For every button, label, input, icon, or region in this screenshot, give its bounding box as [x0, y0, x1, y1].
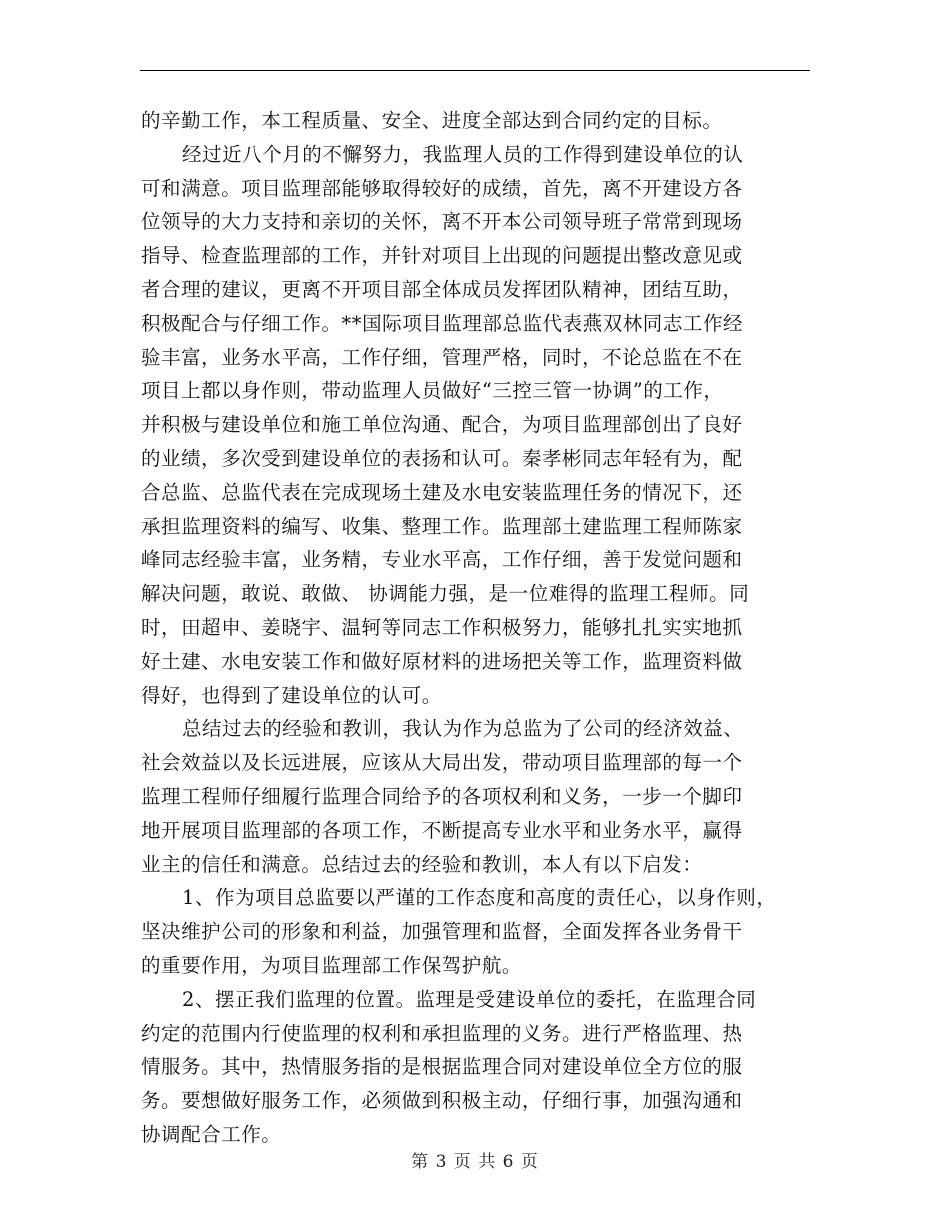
text-line: 务。要想做好服务工作，必须做到积极主动，仔细行事，加强沟通和 — [141, 1089, 743, 1113]
text-line: 的业绩，多次受到建设单位的表扬和认可。秦孝彬同志年轻有为，配 — [141, 446, 743, 470]
text-line: 约定的范围内行使监理的权利和承担监理的义务。进行严格监理、热 — [141, 1021, 743, 1045]
text-line: 合总监、总监代表在完成现场土建及水电安装监理任务的情况下，还 — [141, 480, 743, 504]
text-line: 积极配合与仔细工作。**国际项目监理部总监代表燕双林同志工作经 — [141, 311, 744, 335]
text-line: 的辛勤工作，本工程质量、安全、进度全部达到合同约定的目标。 — [141, 109, 723, 132]
text-line: 峰同志经验丰富，业务精，专业水平高，工作仔细，善于发觉问题和 — [141, 548, 743, 572]
text-line: 指导、检查监理部的工作，并针对项目上出现的问题提出整改意见或 — [141, 244, 743, 268]
text-line: 情服务。其中，热情服务指的是根据监理合同对建设单位全方位的服 — [141, 1055, 743, 1079]
paragraph-start-line: 总结过去的经验和教训，我认为作为总监为了公司的经济效益、 — [182, 717, 744, 741]
paragraph-start-line: 经过近八个月的不懈努力，我监理人员的工作得到建设单位的认 — [182, 142, 744, 166]
paragraph-start-line: 1、作为项目总监要以严谨的工作态度和高度的责任心，以身作则， — [182, 886, 777, 910]
text-line: 时，田超申、姜晓宇、温轲等同志工作积极努力，能够扎扎实实地抓 — [141, 615, 743, 639]
text-line: 业主的信任和满意。总结过去的经验和教训，本人有以下启发： — [141, 852, 703, 876]
text-line: 的重要作用，为项目监理部工作保驾护航。 — [141, 953, 522, 977]
text-line: 坚决维护公司的形象和利益，加强管理和监督，全面发挥各业务骨干 — [141, 920, 743, 944]
text-line: 得好，也得到了建设单位的认可。 — [141, 683, 442, 707]
header-rule — [140, 70, 810, 71]
text-line: 项目上都以身作则，带动监理人员做好“三控三管一协调”的工作， — [141, 379, 724, 403]
text-line: 可和满意。项目监理部能够取得较好的成绩，首先，离不开建设方各 — [141, 176, 743, 200]
text-line: 位领导的大力支持和亲切的关怀，离不开本公司领导班子常常到现场 — [141, 210, 743, 234]
text-line: 解决问题，敢说、敢做、 协调能力强，是一位难得的监理工程师。同 — [141, 582, 750, 606]
text-line: 社会效益以及长远进展，应该从大局出发，带动项目监理部的每一个 — [141, 751, 743, 775]
text-line: 地开展项目监理部的各项工作，不断提高专业水平和业务水平，赢得 — [141, 818, 743, 842]
text-line: 好土建、水电安装工作和做好原材料的进场把关等工作，监理资料做 — [141, 649, 743, 673]
document-body — [141, 104, 821, 1152]
text-line: 承担监理资料的编写、收集、整理工作。监理部土建监理工程师陈家 — [141, 514, 743, 538]
text-line: 协调配合工作。 — [141, 1122, 282, 1146]
text-line: 验丰富，业务水平高，工作仔细，管理严格，同时，不论总监在不在 — [141, 345, 743, 369]
text-line: 监理工程师仔细履行监理合同给予的各项权利和义务，一步一个脚印 — [141, 784, 743, 808]
paragraph-start-line: 2、摆正我们监理的位置。监理是受建设单位的委托，在监理合同 — [182, 987, 757, 1011]
text-line: 并积极与建设单位和施工单位沟通、配合，为项目监理部创出了良好 — [141, 413, 743, 437]
text-line: 者合理的建议，更离不开项目部全体成员发挥团队精神，团结互助， — [141, 277, 743, 301]
page-number: 第 3 页 共 6 页 — [411, 1152, 539, 1172]
